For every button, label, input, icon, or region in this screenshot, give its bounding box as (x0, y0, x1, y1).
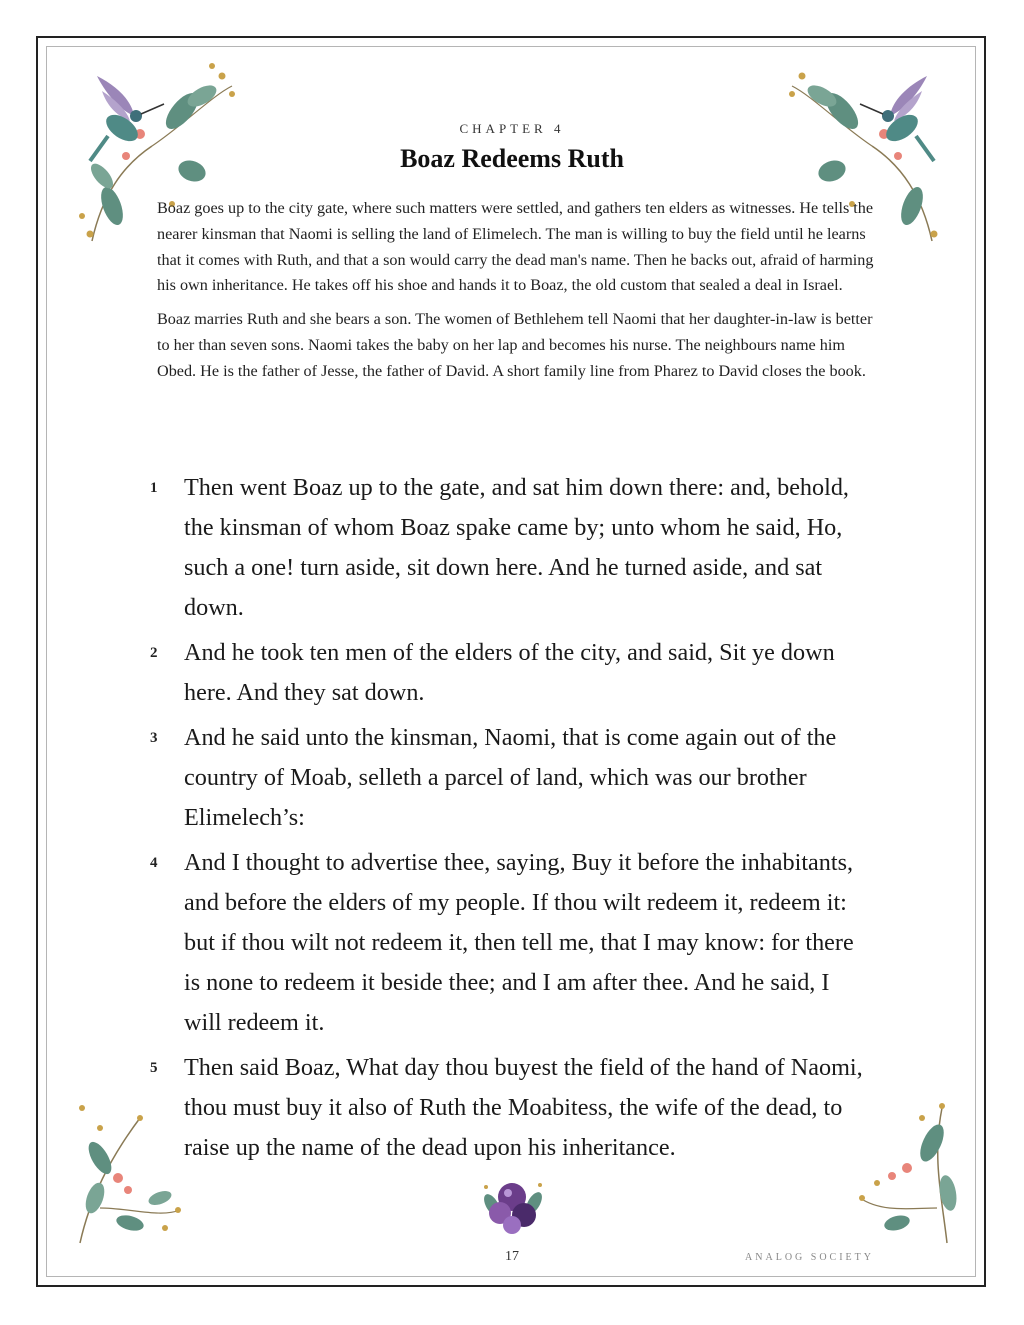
verse-text: And he said unto the kinsman, Naomi, that is come again out of the country of Moab, selleth a parcel of land, which was our brother Elimelech’s: (184, 724, 837, 831)
verse-text: Then said Boaz, What day thou buyest the field of the hand of Naomi, thou must buy it also of Ruth the Moabitess, the wife of the dead, to raise up the name of the dead upon his inheritance. (184, 1054, 863, 1161)
verse-number: 3 (150, 730, 158, 746)
verse (150, 718, 870, 838)
verse-text: And I thought to advertise thee, saying, Buy it before the inhabitants, and before the elders of my people. If thou wilt redeem it, redeem it: but if thou wilt not redeem it, then tell me, that I may know: for there is none to redeem it beside thee; and I am after thee. And he said, I will redeem it. (184, 849, 854, 1036)
verse (150, 633, 870, 713)
chapter-label: CHAPTER 4 (459, 121, 565, 136)
summary-paragraph: Boaz marries Ruth and she bears a son. The women of Bethlehem tell Naomi that her daughter-in-law is better to her than seven sons. Naomi takes the baby on her lap and becomes his nurse. The neighbours name him Obed. He is the father of Jesse, the father of David. A short family line from Pharez to David closes the book. (157, 310, 873, 380)
verse (150, 1048, 870, 1168)
verse-list (150, 468, 870, 1173)
verse-number: 2 (150, 645, 158, 661)
chapter-summary (157, 196, 877, 393)
publisher-brand: ANALOG SOCIETY (745, 1252, 874, 1263)
verse-number: 5 (150, 1060, 158, 1076)
chapter-title: Boaz Redeems Ruth (400, 144, 624, 173)
violet-bouquet-ornament (478, 1175, 546, 1239)
verse (150, 468, 870, 628)
verse-number: 1 (150, 480, 158, 496)
verse (150, 843, 870, 1043)
summary-paragraph: Boaz goes up to the city gate, where such matters were settled, and gathers ten elders as witnesses. He tells the nearer kinsman that Naomi is selling the land of Elimelech. The man is willing to buy the field until he learns that it comes with Ruth, and that a son would carry the dead man's name. Then he backs out, afraid of harming his own inheritance. He takes off his shoe and hands it to Boaz, the old custom that sealed a deal in Israel. (157, 199, 874, 295)
verse-text: And he took ten men of the elders of the city, and said, Sit ye down here. And they sat down. (184, 639, 835, 706)
page-number: 17 (505, 1249, 519, 1264)
verse-number: 4 (150, 855, 158, 871)
verse-text: Then went Boaz up to the gate, and sat him down there: and, behold, the kinsman of whom Boaz spake came by; unto whom he said, Ho, such a one! turn aside, sit down here. And he turned aside, and sat down. (184, 474, 849, 621)
